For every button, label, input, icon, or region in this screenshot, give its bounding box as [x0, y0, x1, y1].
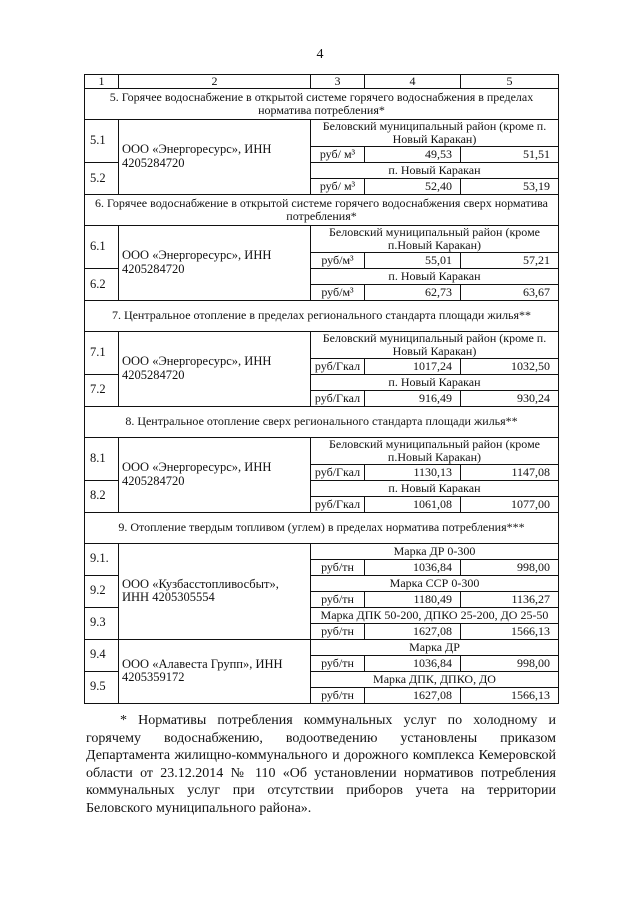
tariff-table-body	[85, 75, 559, 704]
header-cell-4: 4	[365, 75, 461, 89]
unit-cell: руб/м³	[311, 252, 365, 268]
row-number: 7.1	[85, 331, 119, 374]
organization-cell: ООО «Энергоресурс», ИНН 4205284720	[119, 120, 311, 195]
section-title-row	[85, 300, 559, 331]
table-row	[85, 120, 559, 147]
tariff-value-2: 51,51	[461, 146, 559, 162]
section-title: 6. Горячее водоснабжение в открытой системе горячего водоснабжения сверх норматива потребления*	[85, 194, 559, 225]
tariff-value-2: 53,19	[461, 178, 559, 194]
tariff-value-2: 1077,00	[461, 496, 559, 512]
unit-cell: руб/Гкал	[311, 358, 365, 374]
tariff-value-2: 998,00	[461, 655, 559, 671]
section-title: 7. Центральное отопление в пределах регионального стандарта площади жилья**	[85, 300, 559, 331]
area-cell: Беловский муниципальный район (кроме п.Новый Каракан)	[311, 437, 559, 464]
tariff-value-1: 55,01	[365, 252, 461, 268]
organization-cell: ООО «Кузбасстопливосбыт», ИНН 4205305554	[119, 543, 311, 639]
area-cell: Марка ССР 0-300	[311, 575, 559, 591]
header-cell-5: 5	[461, 75, 559, 89]
table-row	[85, 639, 559, 655]
tariff-value-1: 1036,84	[365, 655, 461, 671]
area-cell: Марка ДПК, ДПКО, ДО	[311, 671, 559, 687]
row-number: 6.2	[85, 268, 119, 300]
tariff-value-1: 49,53	[365, 146, 461, 162]
unit-cell: руб/Гкал	[311, 464, 365, 480]
table-row	[85, 225, 559, 252]
section-title: 9. Отопление твердым топливом (углем) в пределах норматива потребления***	[85, 512, 559, 543]
tariff-value-1: 1036,84	[365, 559, 461, 575]
header-cell-2: 2	[119, 75, 311, 89]
tariff-value-2: 1136,27	[461, 591, 559, 607]
tariff-value-2: 57,21	[461, 252, 559, 268]
section-title: 5. Горячее водоснабжение в открытой системе горячего водоснабжения в пределах норматива потребления*	[85, 89, 559, 120]
tariff-value-1: 1627,08	[365, 687, 461, 703]
row-number: 8.1	[85, 437, 119, 480]
unit-cell: руб/Гкал	[311, 390, 365, 406]
section-title: 8. Центральное отопление сверх регионального стандарта площади жилья**	[85, 406, 559, 437]
tariff-value-2: 998,00	[461, 559, 559, 575]
table-row	[85, 437, 559, 464]
footnote	[86, 712, 556, 817]
tariff-value-2: 1147,08	[461, 464, 559, 480]
section-title-row	[85, 512, 559, 543]
area-cell: Беловский муниципальный район (кроме п. Новый Каракан)	[311, 331, 559, 358]
organization-cell: ООО «Энергоресурс», ИНН 4205284720	[119, 225, 311, 300]
area-cell: п. Новый Каракан	[311, 162, 559, 178]
row-number: 6.1	[85, 225, 119, 268]
page-number: 4	[316, 47, 324, 62]
row-number: 8.2	[85, 480, 119, 512]
tariff-value-2: 1566,13	[461, 687, 559, 703]
area-cell: Марка ДПК 50-200, ДПКО 25-200, ДО 25-50	[311, 607, 559, 623]
unit-cell: руб/тн	[311, 591, 365, 607]
tariff-value-1: 916,49	[365, 390, 461, 406]
tariff-value-1: 62,73	[365, 284, 461, 300]
area-cell: п. Новый Каракан	[311, 268, 559, 284]
organization-cell: ООО «Энергоресурс», ИНН 4205284720	[119, 437, 311, 512]
tariff-table	[84, 74, 559, 704]
row-number: 9.4	[85, 639, 119, 671]
unit-cell: руб/тн	[311, 559, 365, 575]
header-cell-3: 3	[311, 75, 365, 89]
table-row	[85, 331, 559, 358]
header-row	[85, 75, 559, 89]
tariff-value-2: 63,67	[461, 284, 559, 300]
unit-cell: руб/тн	[311, 623, 365, 639]
tariff-value-2: 1032,50	[461, 358, 559, 374]
area-cell: п. Новый Каракан	[311, 374, 559, 390]
unit-cell: руб/тн	[311, 687, 365, 703]
unit-cell: руб/ м³	[311, 146, 365, 162]
header-cell-1: 1	[85, 75, 119, 89]
organization-cell: ООО «Энергоресурс», ИНН 4205284720	[119, 331, 311, 406]
row-number: 7.2	[85, 374, 119, 406]
row-number: 9.1.	[85, 543, 119, 575]
tariff-value-1: 52,40	[365, 178, 461, 194]
unit-cell: руб/Гкал	[311, 496, 365, 512]
unit-cell: руб/тн	[311, 655, 365, 671]
tariff-value-1: 1180,49	[365, 591, 461, 607]
area-cell: Беловский муниципальный район (кроме п.Новый Каракан)	[311, 225, 559, 252]
footnote-text: * Нормативы потребления коммунальных услуг по холодному и горячему водоснабжению, водоотведению установлены приказом Департамента жилищно-коммунального и дорожного комплекса Кемеровской области от 23.12.2014 № 110 «Об установлении нормативов потребления коммунальных услуг при отсутствии приборов учета на территории Беловского муниципального района».	[86, 713, 556, 816]
area-cell: п. Новый Каракан	[311, 480, 559, 496]
tariff-value-1: 1017,24	[365, 358, 461, 374]
table-row	[85, 543, 559, 559]
tariff-value-1: 1130,13	[365, 464, 461, 480]
row-number: 5.1	[85, 120, 119, 163]
row-number: 5.2	[85, 162, 119, 194]
area-cell: Марка ДР 0-300	[311, 543, 559, 559]
tariff-value-1: 1627,08	[365, 623, 461, 639]
section-title-row	[85, 89, 559, 120]
organization-cell: ООО «Алавеста Групп», ИНН 4205359172	[119, 639, 311, 703]
area-cell: Марка ДР	[311, 639, 559, 655]
row-number: 9.5	[85, 671, 119, 703]
section-title-row	[85, 406, 559, 437]
tariff-value-1: 1061,08	[365, 496, 461, 512]
tariff-value-2: 930,24	[461, 390, 559, 406]
unit-cell: руб/ м³	[311, 178, 365, 194]
section-title-row	[85, 194, 559, 225]
tariff-value-2: 1566,13	[461, 623, 559, 639]
unit-cell: руб/м³	[311, 284, 365, 300]
row-number: 9.2	[85, 575, 119, 607]
row-number: 9.3	[85, 607, 119, 639]
area-cell: Беловский муниципальный район (кроме п. Новый Каракан)	[311, 120, 559, 147]
